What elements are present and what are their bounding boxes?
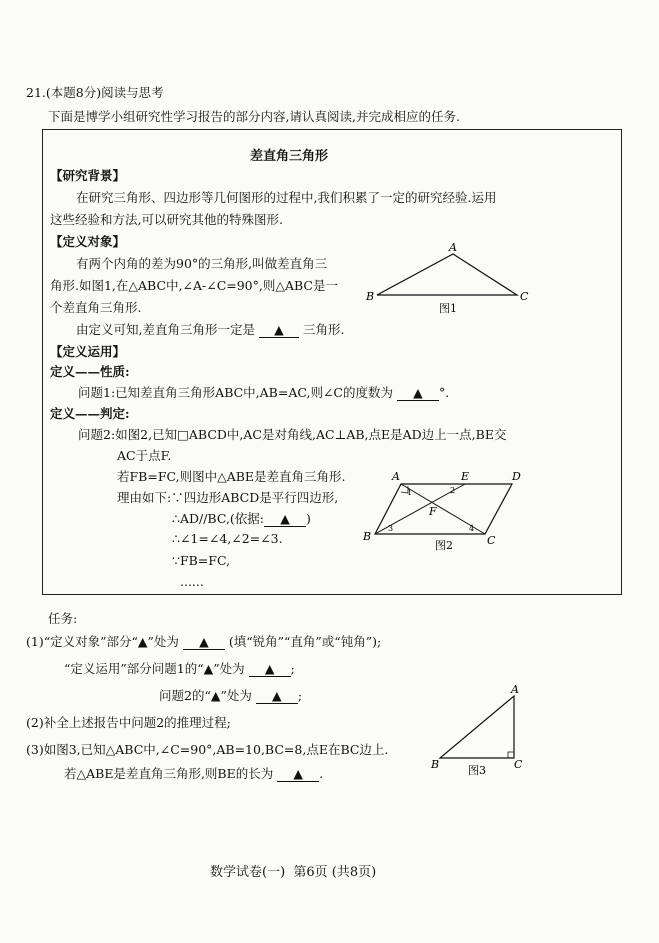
fig2-angle-2: 2	[450, 486, 456, 495]
fig1-label-c: C	[520, 290, 529, 303]
task-1c	[159, 686, 302, 704]
blank-marker: ▲	[264, 661, 275, 676]
answer-blank-6	[256, 688, 298, 704]
task-1b	[64, 659, 295, 677]
fig2-label-f: F	[429, 505, 437, 518]
definition-line-2: 角形.如图1,在△ABC中,∠A-∠C=90°,则△ABC是一	[50, 278, 338, 293]
answer-blank-3	[264, 511, 306, 527]
question-2-line-8: ......	[180, 574, 204, 589]
fig1-label-b: B	[366, 290, 375, 303]
fig2-label-e: E	[461, 470, 470, 483]
definition-line-4-text: 由定义可知,差直角三角形一定是	[76, 322, 255, 337]
semicolon: ;	[290, 661, 295, 676]
property-heading: 定义——性质:	[50, 364, 130, 379]
fig2-label-c: C	[487, 534, 496, 547]
usage-heading: 【定义运用】	[50, 344, 126, 359]
judgement-heading: 定义——判定:	[50, 406, 130, 421]
background-line-2: 这些经验和方法,可以研究其他的特殊图形.	[50, 212, 283, 227]
fig2-angle-4: 4	[469, 524, 475, 533]
report-title: 差直角三角形	[250, 149, 329, 164]
fig2-caption: 图2	[435, 539, 453, 552]
figure-3	[430, 684, 530, 780]
blank-marker: ▲	[199, 634, 209, 649]
semicolon: ;	[297, 688, 303, 703]
question-2-line-5-text: ∴AD//BC,(依据:	[172, 511, 265, 526]
triangle-abc	[377, 254, 517, 295]
background-heading: 【研究背景】	[50, 168, 126, 183]
fig3-label-c: C	[514, 758, 523, 771]
question-1-suffix: °.	[438, 385, 450, 400]
task-1b-text: “定义运用”部分问题1的“▲”处为	[64, 661, 245, 676]
task-3-line-2	[64, 764, 323, 782]
fig3-label-b: B	[431, 758, 440, 771]
question-2-line-7: ∵FB=FC,	[172, 553, 231, 568]
fig2-angle-1: 1	[407, 488, 413, 497]
problem-header: 21.(本题8分)阅读与思考	[26, 85, 164, 100]
fig3-caption: 图3	[468, 764, 486, 777]
question-2-line-1: 问题2:如图2,已知□ABCD中,AC是对角线,AC⊥AB,点E是AD边上一点,BE交	[78, 427, 507, 442]
definition-line-4-suffix: 三角形.	[302, 322, 345, 337]
blank-marker: ▲	[274, 322, 284, 337]
blank-marker: ▲	[272, 688, 282, 703]
fig2-label-d: D	[512, 470, 521, 483]
triangle-abc-3	[440, 696, 514, 758]
task-1-text: (1)“定义对象”部分“▲”处为	[26, 634, 179, 649]
page-footer: 数学试卷(一) 第6页 (共8页)	[210, 865, 377, 880]
task-1c-text: 问题2的“▲”处为	[159, 688, 252, 703]
answer-blank-7	[277, 766, 319, 782]
blank-marker: ▲	[413, 385, 423, 400]
question-2-line-2: AC于点F.	[117, 448, 172, 463]
definition-line-4	[76, 320, 344, 338]
figure-1	[360, 238, 535, 318]
fig2-angle-3: 3	[388, 524, 394, 533]
background-line-1: 在研究三角形、四边形等几何图形的过程中,我们积累了一定的研究经验.运用	[76, 190, 497, 205]
fig3-label-a: A	[511, 684, 519, 696]
blank-marker: ▲	[280, 511, 290, 526]
question-1-text: 问题1:已知差直角三角形ABC中,AB=AC,则∠C的度数为	[78, 385, 393, 400]
task-1-suffix: (填“锐角”“直角”或“钝角”);	[228, 634, 382, 649]
task-2: (2)补全上述报告中问题2的推理过程;	[26, 715, 231, 730]
fig2-label-a: A	[392, 470, 400, 483]
task-3-line-1: (3)如图3,已知△ABC中,∠C=90°,AB=10,BC=8,点E在BC边上.	[26, 742, 389, 757]
answer-blank-5	[249, 661, 291, 677]
question-2-line-4: 理由如下:∵四边形ABCD是平行四边形,	[117, 490, 339, 505]
task-1	[26, 632, 381, 650]
tasks-heading: 任务:	[48, 611, 78, 626]
definition-heading: 【定义对象】	[50, 234, 126, 249]
question-2-line-5-suffix: )	[306, 511, 311, 526]
problem-intro: 下面是博学小组研究性学习报告的部分内容,请认真阅读,并完成相应的任务.	[48, 109, 460, 124]
question-2-line-5	[172, 509, 311, 527]
question-2-line-6: ∴∠1=∠4,∠2=∠3.	[172, 531, 283, 546]
blank-marker: ▲	[293, 766, 304, 781]
answer-blank-2	[397, 385, 439, 401]
question-2-line-3: 若FB=FC,则图中△ABE是差直角三角形.	[117, 469, 346, 484]
answer-blank-1	[259, 322, 299, 338]
task-3-suffix: .	[319, 766, 324, 781]
fig2-label-b: B	[363, 530, 372, 543]
figure-2	[362, 466, 532, 554]
fig1-label-a: A	[449, 241, 457, 254]
definition-line-1: 有两个内角的差为90°的三角形,叫做差直角三	[76, 256, 328, 271]
fig1-caption: 图1	[439, 302, 457, 315]
question-1	[78, 383, 449, 401]
answer-blank-4	[183, 634, 225, 650]
definition-line-3: 个差直角三角形.	[50, 300, 142, 315]
task-3-text: 若△ABE是差直角三角形,则BE的长为	[64, 766, 274, 781]
